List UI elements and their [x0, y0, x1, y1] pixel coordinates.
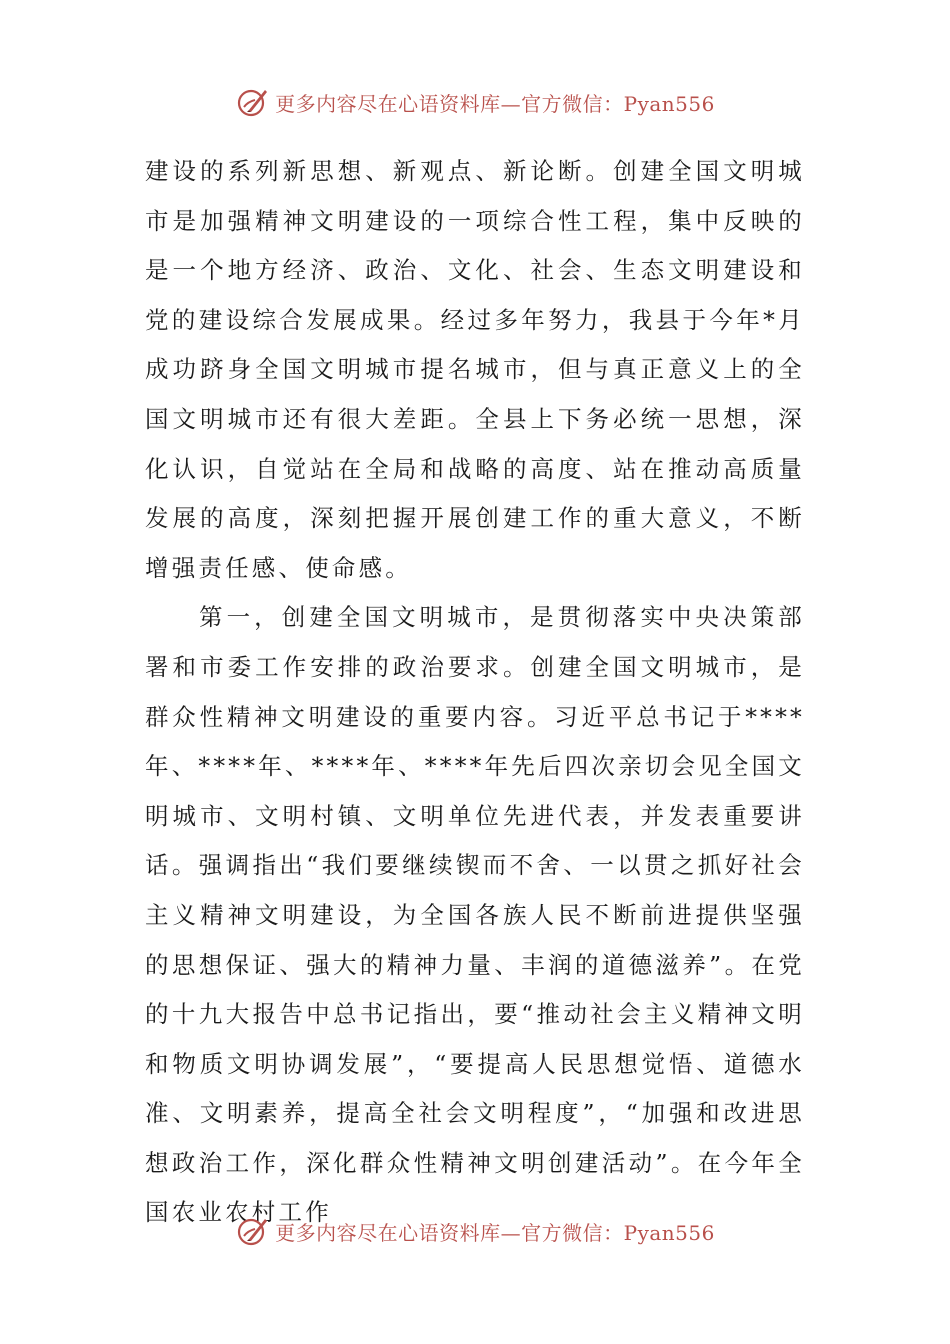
- header-watermark-text: 更多内容尽在心语资料库—官方微信：Pyan556: [275, 91, 715, 116]
- paragraph-1: 建设的系列新思想、新观点、新论断。创建全国文明城市是加强精神文明建设的一项综合性工程，集中反映的是一个地方经济、政治、文化、社会、生态文明建设和党的建设综合发展成果。经过多年努力，我县于今年*月成功跻身全国文明城市提名城市，但与真正意义上的全国文明城市还有很大差距。全县上下务必统一思想，深化认识，自觉站在全局和战略的高度、站在推动高质量发展的高度，深刻把握开展创建工作的重大意义，不断增强责任感、使命感。: [145, 157, 805, 582]
- footer-watermark-text: 更多内容尽在心语资料库—官方微信：Pyan556: [275, 1220, 715, 1245]
- header-watermark-banner: [0, 82, 950, 122]
- pen-circle-logo-icon: [235, 1214, 269, 1248]
- pen-circle-logo-icon: [235, 85, 269, 119]
- paragraph-2: 第一，创建全国文明城市，是贯彻落实中央决策部署和市委工作安排的政治要求。创建全国文明城市，是群众性精神文明建设的重要内容。习近平总书记于****年、****年、****年、****年先后四次亲切会见全国文明城市、文明村镇、文明单位先进代表，并发表重要讲话。强调指出“我们要继续锲而不舍、一以贯之抓好社会主义精神文明建设，为全国各族人民不断前进提供坚强的思想保证、强大的精神力量、丰润的道德滋养”。在党的十九大报告中总书记指出，要“推动社会主义精神文明和物质文明协调发展”，“要提高人民思想觉悟、道德水准、文明素养，提高全社会文明程度”，“加强和改进思想政治工作，深化群众性精神文明创建活动”。在今年全国农业农村工作: [145, 603, 805, 1227]
- footer-watermark-banner: [0, 1211, 950, 1251]
- document-body: [145, 147, 805, 1238]
